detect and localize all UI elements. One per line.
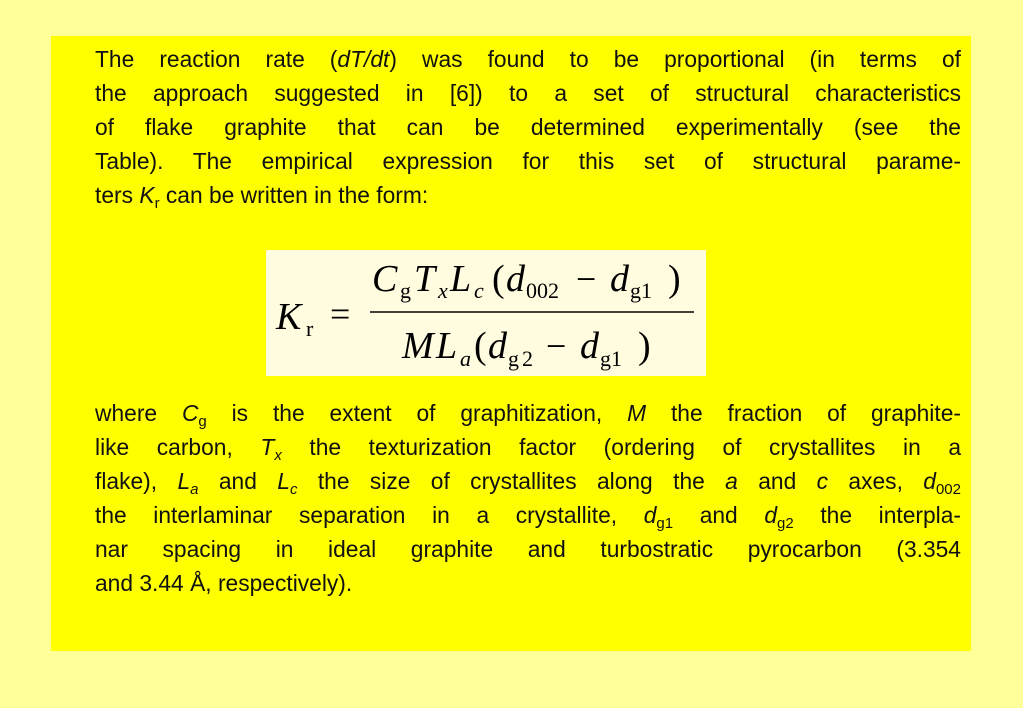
svg-text:d: d	[488, 325, 507, 367]
svg-text:(: (	[474, 325, 487, 367]
formula-numerator	[372, 258, 681, 303]
svg-text:L: L	[450, 258, 472, 300]
text-line: Table). The empirical expression for this set of structural parame-	[95, 148, 961, 174]
paragraph-intro	[95, 42, 961, 212]
svg-text:−: −	[576, 259, 597, 299]
svg-text:a: a	[460, 346, 471, 371]
text-line: the interlaminar separation in a crystallite, $d_{g1}$ and $d_{g2}$ the interpla-	[95, 502, 961, 532]
svg-text:): )	[668, 258, 681, 300]
formula-denominator	[401, 325, 651, 371]
svg-text:): )	[638, 325, 651, 367]
svg-text:x: x	[438, 278, 448, 303]
svg-text:2: 2	[522, 346, 533, 371]
text-line: where $C_g$ is the extent of graphitization, M the fraction of graphite-	[95, 400, 961, 430]
text-line: the approach suggested in [6]) to a set of structural characteristics	[95, 80, 961, 106]
text-line: of flake graphite that can be determined experimentally (see the	[95, 114, 961, 140]
formula-equals: =	[330, 294, 351, 334]
svg-text:g1: g1	[600, 346, 622, 371]
svg-text:T: T	[414, 258, 436, 300]
svg-text:d: d	[506, 258, 525, 300]
paragraph-definitions	[95, 396, 961, 600]
svg-text:g: g	[400, 278, 411, 303]
text-line: ters $K_r$ can be written in the form:	[95, 182, 429, 212]
svg-text:M: M	[402, 325, 434, 367]
text-line: flake), $L_a$ and $L_c$ the size of crystallites along the a and c axes, $d_{002}$	[95, 468, 961, 498]
text-line: The reaction rate (dT/dt) was found to be proportional (in terms of	[95, 46, 961, 72]
text-line: and 3.44 Å, respectively).	[95, 570, 353, 596]
svg-text:C: C	[372, 258, 398, 300]
kr-formula	[266, 250, 706, 376]
svg-text:g1: g1	[630, 278, 652, 303]
svg-text:L: L	[436, 325, 458, 367]
svg-text:d: d	[610, 258, 629, 300]
svg-text:c: c	[474, 278, 484, 303]
formula-lhs-sub: r	[306, 316, 314, 341]
svg-text:002: 002	[526, 278, 559, 303]
formula-box	[266, 250, 706, 376]
text-line: nar spacing in ideal graphite and turbostratic pyrocarbon (3.354	[95, 536, 961, 562]
formula-lhs: K	[276, 296, 302, 338]
svg-text:(: (	[492, 258, 505, 300]
svg-text:d: d	[580, 325, 599, 367]
svg-text:g: g	[508, 346, 519, 371]
text-line: like carbon, $T_x$ the texturization factor (ordering of crystallites in a	[95, 434, 961, 464]
svg-text:−: −	[546, 326, 567, 366]
content-panel	[51, 36, 971, 651]
